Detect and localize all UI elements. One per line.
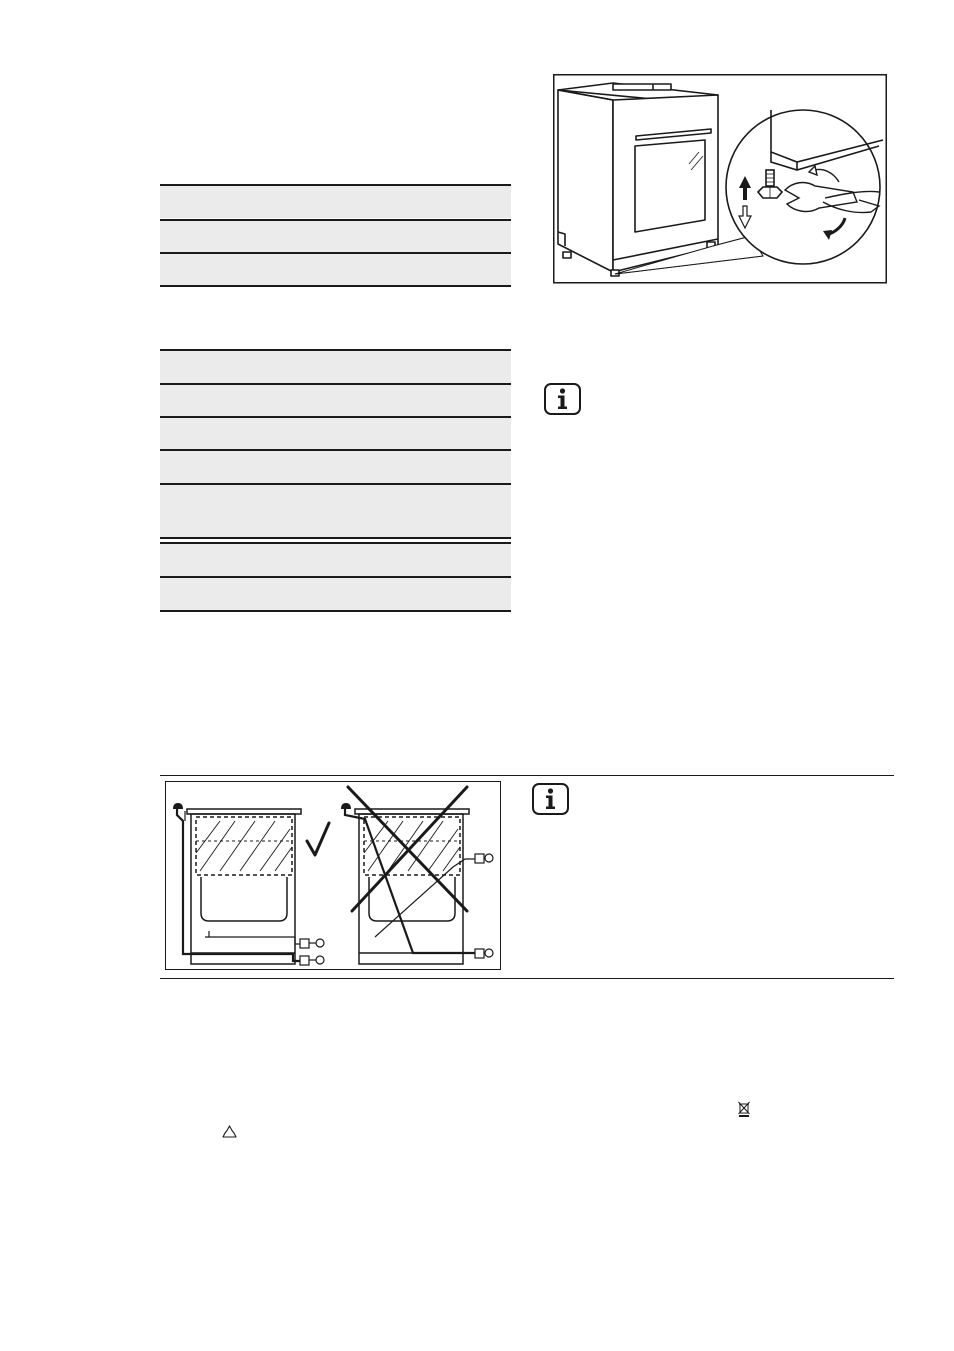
- table-rule: [160, 285, 511, 287]
- info-icon: [544, 383, 581, 415]
- cooker-leveling-figure: [553, 74, 887, 284]
- table-rule: [160, 610, 511, 612]
- stove-icon: [558, 83, 718, 276]
- table-row: [160, 385, 511, 416]
- section-bottom-rule: [160, 978, 894, 979]
- info-icon: [532, 783, 569, 815]
- table-row: [160, 578, 511, 610]
- table-row: [160, 418, 511, 449]
- data-table-1: [160, 184, 511, 287]
- cable-routing-figure: [165, 781, 501, 970]
- section-top-rule: [160, 775, 894, 776]
- table-row: [160, 254, 511, 285]
- table-row: [160, 451, 511, 483]
- table-row: [160, 351, 511, 383]
- table-row: [160, 485, 511, 537]
- table-row: [160, 544, 511, 576]
- table-row: [160, 221, 511, 252]
- recycle-icon: [221, 1124, 238, 1141]
- table-row: [160, 186, 511, 218]
- weee-bin-icon: [738, 1101, 750, 1117]
- data-table-2: [160, 349, 511, 612]
